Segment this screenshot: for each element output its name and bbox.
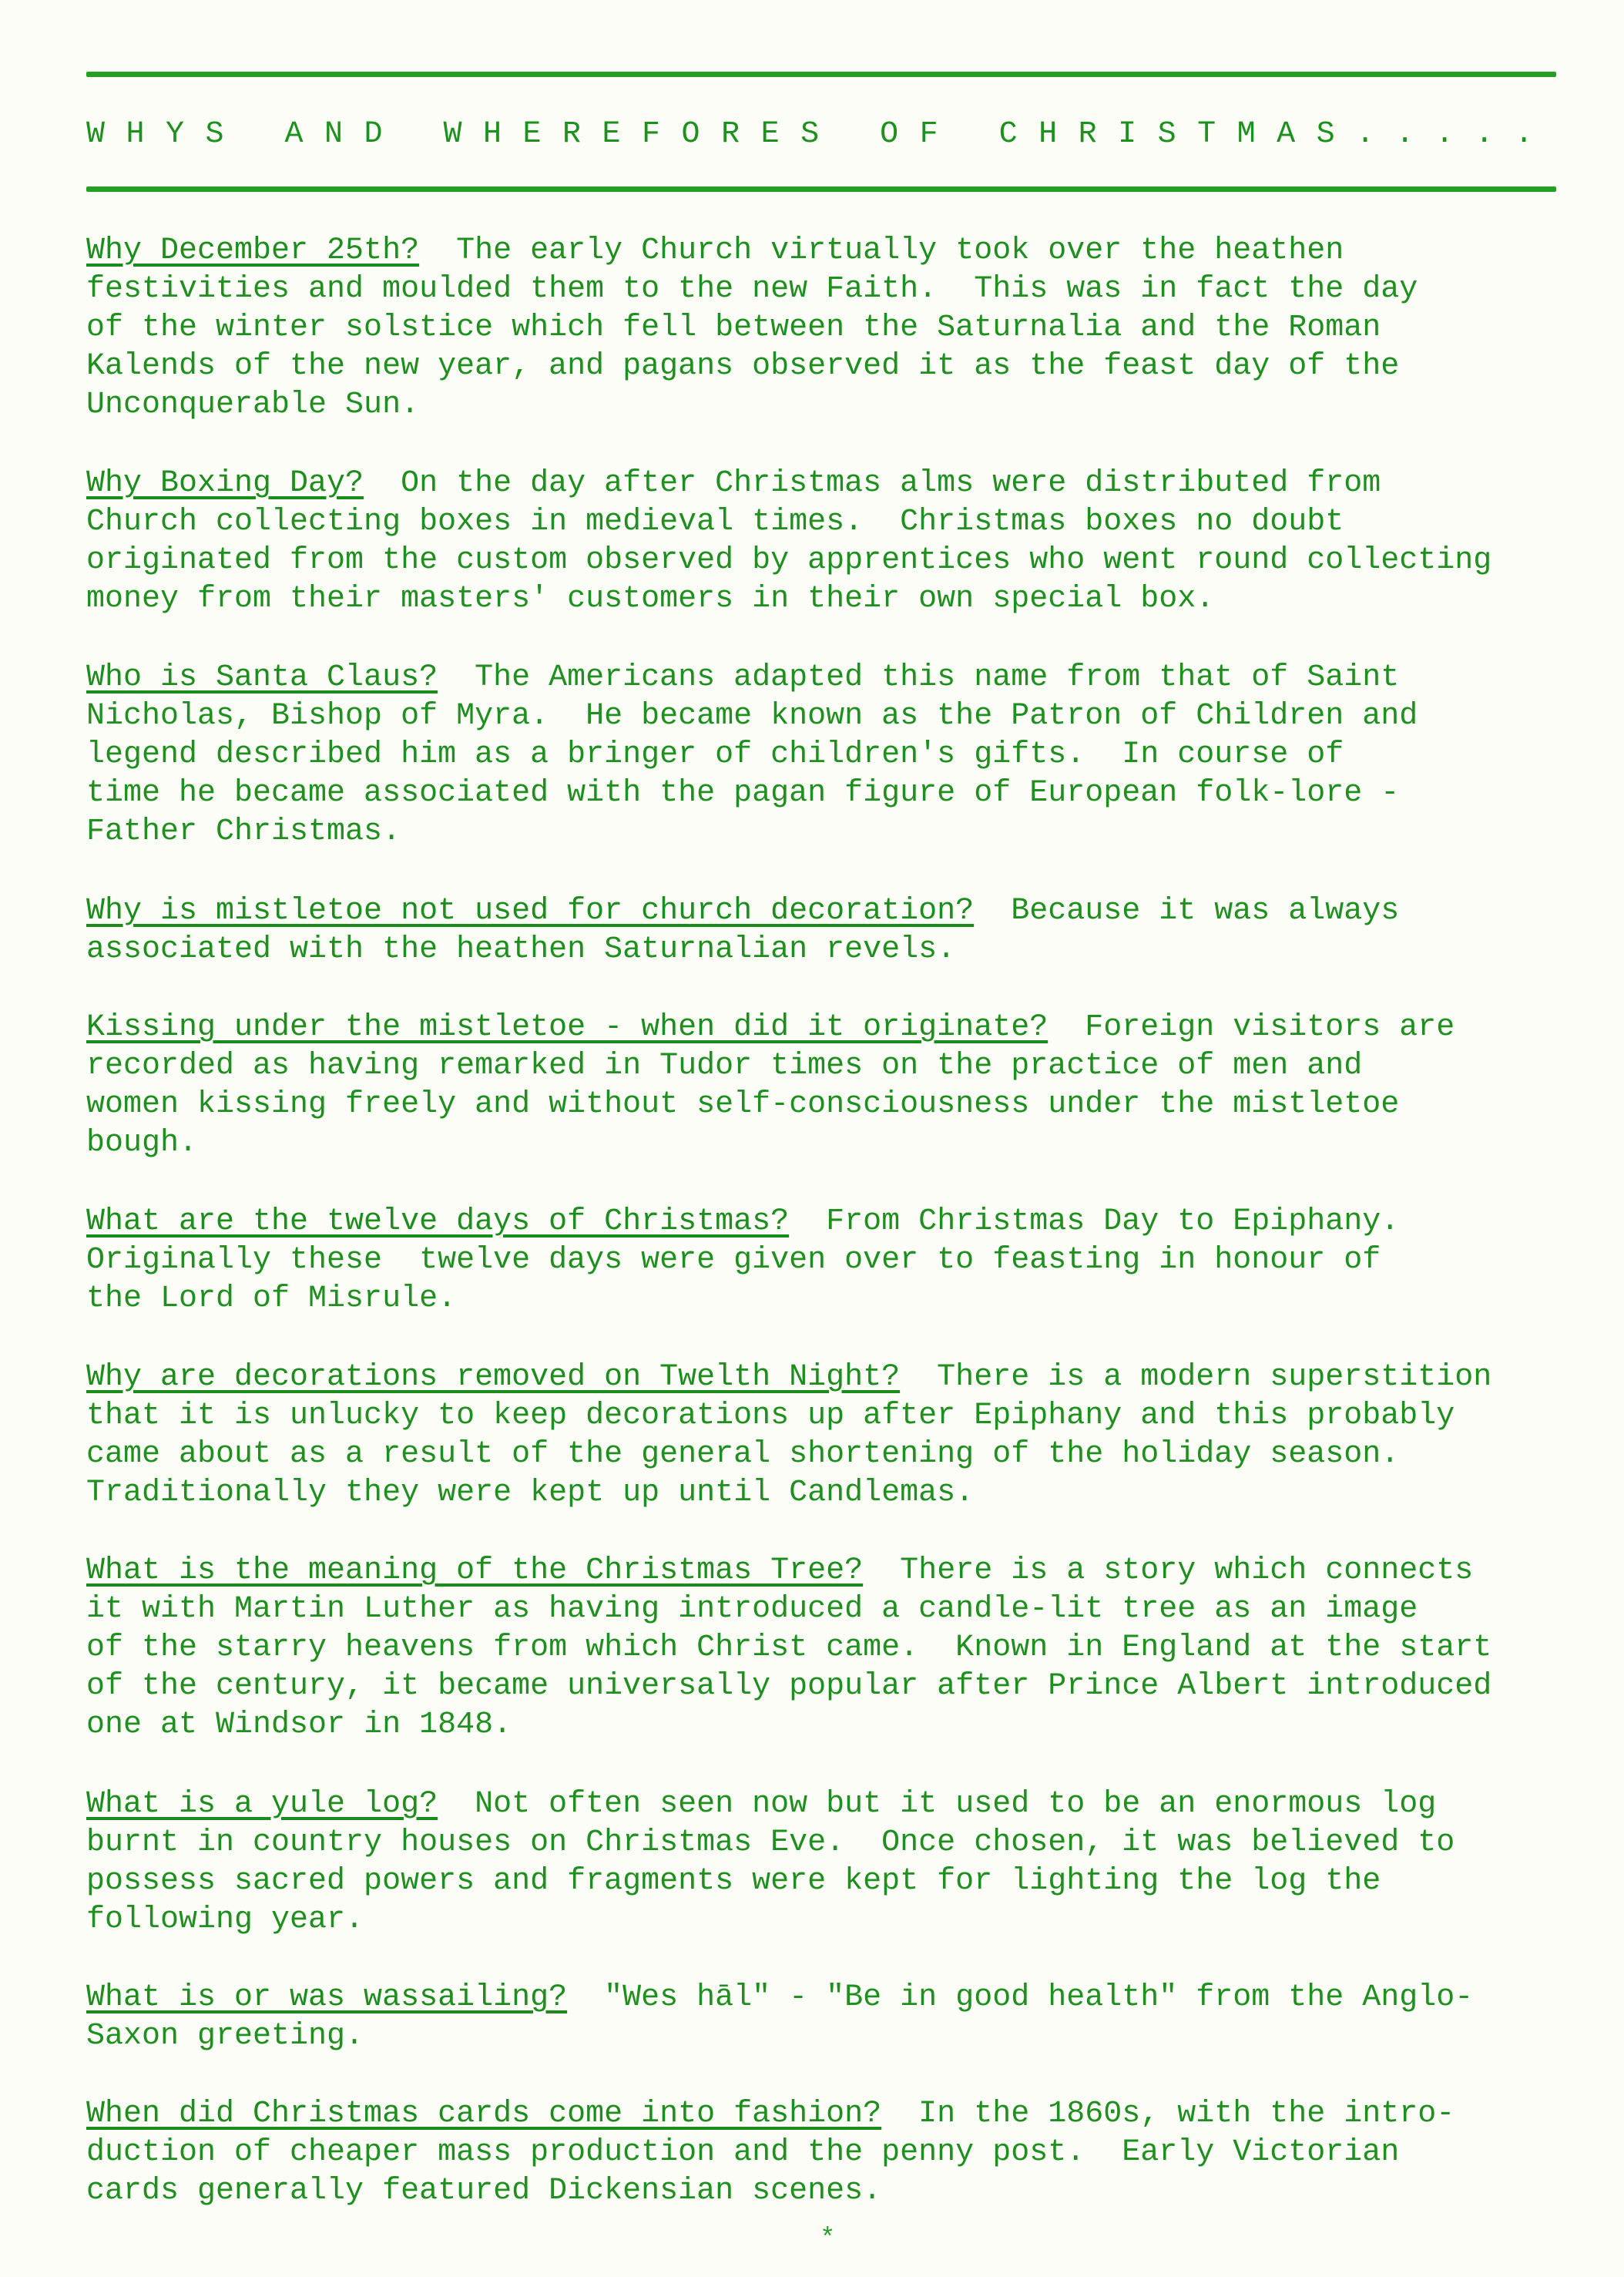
- question: What are the twelve days of Christmas?: [86, 1204, 790, 1239]
- question: What is or was wassailing?: [86, 1980, 568, 2015]
- qa-item-wassailing: [86, 1979, 1596, 2056]
- answer: Foreign visitors are recorded as having remarked in Tudor times on the practice of men and women kissing freely and without self-consciousness under the mistletoe bough.: [86, 1010, 1455, 1160]
- qa-item-santa-claus: [86, 659, 1596, 851]
- page-title: WHYS AND WHEREFORES OF CHRISTMAS.....: [86, 117, 1555, 152]
- qa-item-twelve-days: [86, 1203, 1596, 1318]
- question: When did Christmas cards come into fashion?: [86, 2097, 882, 2131]
- question: Why are decorations removed on Twelth Night?: [86, 1360, 901, 1395]
- question: Why Boxing Day?: [86, 466, 364, 501]
- answer: There is a story which connects it with Martin Luther as having introduced a candle-lit tree as an image of the starry heavens from which Christ came. Known in England at the start of the century, it became universally popular after Prince Albert introduced one at Windsor in 1848.: [86, 1553, 1492, 1742]
- qa-item-december-25: [86, 232, 1596, 425]
- question: Why is mistletoe not used for church decoration?: [86, 894, 975, 929]
- answer: The early Church virtually took over the heathen festivities and moulded them to the new Faith. This was in fact the day of the winter solstice which fell between the Saturnalia and the Roman Kalends of the new year, and pagans observed it as the feast day of the Unconquerable Sun.: [86, 233, 1418, 422]
- question: What is a yule log?: [86, 1787, 438, 1822]
- question: Why December 25th?: [86, 233, 420, 268]
- bottom-rule: [86, 186, 1556, 192]
- qa-item-christmas-tree: [86, 1552, 1596, 1745]
- question: Kissing under the mistletoe - when did it originate?: [86, 1010, 1049, 1045]
- question: Who is Santa Claus?: [86, 660, 438, 695]
- qa-item-yule-log: [86, 1785, 1596, 1939]
- qa-item-twelfth-night: [86, 1358, 1596, 1513]
- qa-item-christmas-cards: [86, 2095, 1596, 2211]
- answer: In the 1860s, with the intro- duction of cheaper mass production and the penny post. Early Victorian cards generally featured Dickensian scenes.: [86, 2097, 1455, 2208]
- answer: The Americans adapted this name from that of Saint Nicholas, Bishop of Myra. He became known as the Patron of Children and legend described him as a bringer of children's gifts. In course of time he became associated with the pagan figure of European folk-lore - Father Christmas.: [86, 660, 1418, 849]
- qa-item-mistletoe-church: [86, 892, 1596, 969]
- answer: On the day after Christmas alms were distributed from Church collecting boxes in medieval times. Christmas boxes no doubt originated from the custom observed by apprentices who went round collecting money from their masters' customers in their own special box.: [86, 466, 1492, 616]
- answer: There is a modern superstition that it is unlucky to keep decorations up after Epiphany and this probably came about as a result of the general shortening of the holiday season. Traditionally they were kept up until Candlemas.: [86, 1360, 1492, 1510]
- qa-item-kissing-mistletoe: [86, 1009, 1596, 1163]
- answer: "Wes hāl" - "Be in good health" from the Anglo- Saxon greeting.: [86, 1980, 1474, 2054]
- answer: From Christmas Day to Epiphany. Originally these twelve days were given over to feasting in honour of the Lord of Misrule.: [86, 1204, 1400, 1316]
- answer: Because it was always associated with the heathen Saturnalian revels.: [86, 894, 1400, 967]
- top-rule: [86, 72, 1556, 77]
- question: What is the meaning of the Christmas Tree?: [86, 1553, 864, 1588]
- answer: Not often seen now but it used to be an enormous log burnt in country houses on Christmas Eve. Once chosen, it was believed to possess sacred powers and fragments were kept for lighting the log the following year.: [86, 1787, 1455, 1937]
- footer-asterisk: *: [820, 2225, 836, 2254]
- qa-item-boxing-day: [86, 465, 1596, 619]
